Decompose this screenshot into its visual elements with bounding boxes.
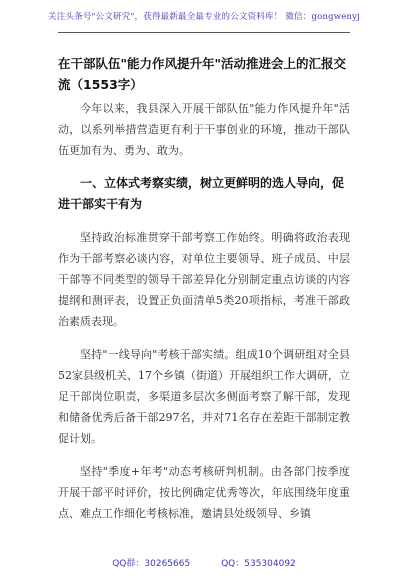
document-body [58, 98, 350, 536]
section-heading: 一、立体式考察实绩，树立更鲜明的选人导向，促进干部实干有为 [58, 176, 345, 211]
footer-qq: QQ：535304092 [221, 559, 296, 569]
intro-paragraph: 今年以来，我县深入开展干部队伍"能力作风提升年"活动，以系列举措营造更有利于干事创业的环境，推动干部队伍更加有为、勇为、敢为。 [58, 102, 350, 157]
footer-contact [0, 556, 408, 569]
header-divider [58, 32, 350, 33]
footer-qq-group: QQ群：30265665 [112, 559, 191, 569]
body-paragraph: 坚持"季度+年考"动态考核研判机制。由各部门按季度开展干部平时评价，按比例确定优秀等次，年底围绕年度重点、难点工作细化考核标准，邀请县处级领导、乡镇 [58, 465, 350, 520]
body-paragraph: 坚持政治标准贯穿干部考察工作始终。明确将政治表现作为干部考察必谈内容，对单位主要领导、班子成员、中层干部等不同类型的领导干部差异化分别制定重点访谈的内容提纲和测评表，设置正负面清单5类20项指标，考准干部政治素质表现。 [58, 231, 350, 328]
body-paragraph: 坚持"一线导向"考核干部实绩。组成10个调研组对全县52家县级机关、17个乡镇（街道）开展组织工作大调研，立足干部岗位职责，多渠道多层次多侧面考察了解干部，发现和储备优秀后备干部297名，并对71名存在差距干部制定教促计划。 [58, 348, 350, 445]
header-note: 关注头条号"公文研究"，获得最新最全最专业的公文资料库！ 微信：gongwenyj [48, 12, 360, 22]
document-title: 在干部队伍"能力作风提升年"活动推进会上的汇报交流（1553字） [58, 56, 347, 92]
